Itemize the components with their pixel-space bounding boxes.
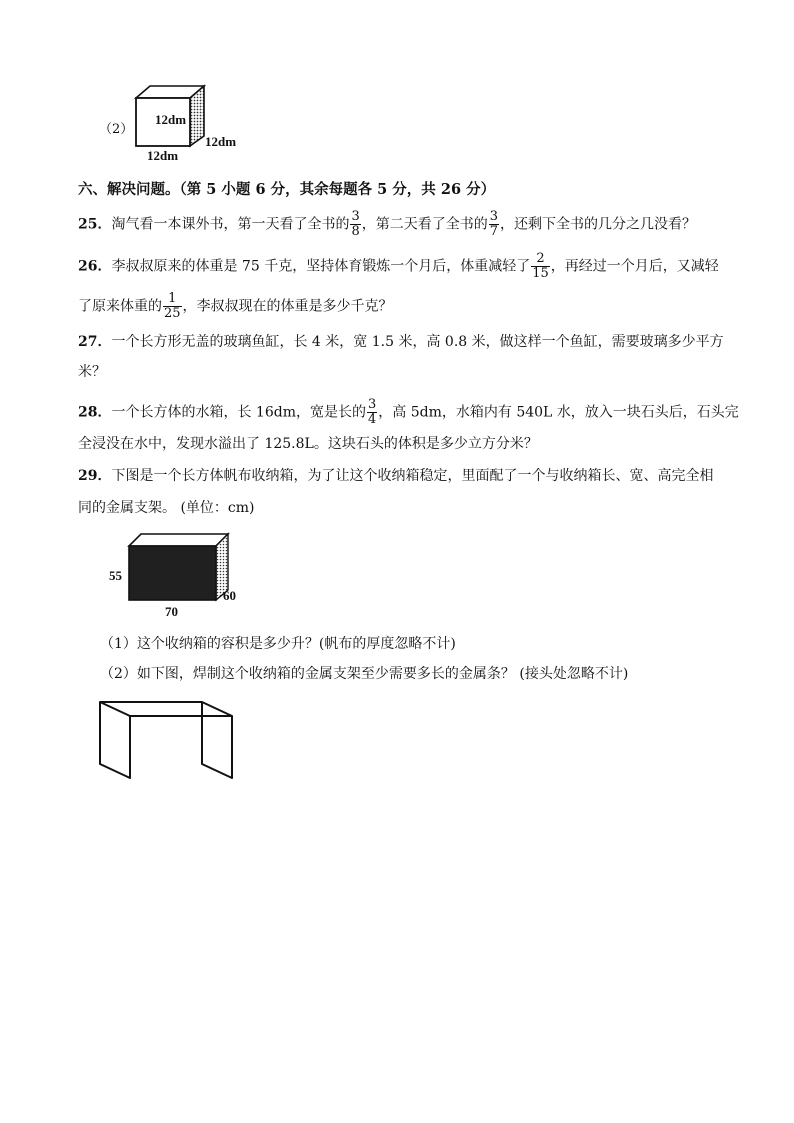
box-width-label: 60 [223, 588, 236, 603]
cube-figure [95, 78, 245, 163]
cube-figure-label: （2） [99, 122, 134, 137]
question-number: 25． [78, 216, 112, 233]
cube-bottom-dim: 12dm [147, 148, 179, 163]
question-number: 29． [78, 468, 112, 484]
storage-box-figure [105, 528, 255, 623]
box-height-label: 55 [109, 568, 122, 583]
metal-frame-drawing [94, 694, 239, 786]
fraction: $\frac{3}{8}$ [351, 209, 360, 239]
question-number: 27． [78, 334, 112, 350]
box-length-label: 70 [165, 604, 178, 619]
question-29-line2: 同的金属支架。 (单位：cm) [78, 500, 255, 516]
question-number: 28． [78, 404, 112, 421]
fraction: $\frac{1}{25}$ [164, 291, 181, 321]
section-heading: 六、解决问题。（第 5 小题 6 分，其余每题各 5 分，共 26 分） [78, 181, 496, 198]
question-25: 25．淘气看一本课外书，第一天看了全书的 $\frac{3}{8}$ ，第二天看了全书的 $\frac{3}{7}$ ，还剩下全书的几分之几没看？ [78, 209, 697, 239]
cube-top-dim: 12dm [155, 112, 187, 127]
fraction: $\frac{3}{4}$ [368, 397, 377, 427]
fraction: $\frac{3}{7}$ [489, 209, 499, 239]
question-29-sub2: （2）如下图，焊制这个收纳箱的金属支架至少需要多长的金属条？ (接头处忽略不计) [100, 666, 629, 682]
question-28: 28．一个长方体的水箱，长 16dm，宽是长的 $\frac{3}{4}$ ，高 5dm，水箱内有 540L 水，放入一块石头后，石头完 [78, 397, 739, 427]
question-26: 26．李叔叔原来的体重是 75 千克，坚持体育锻炼一个月后，体重减轻了 $\frac{2}{15}$ ，再经过一个月后，又减轻 [78, 251, 719, 281]
question-27-line2: 米？ [78, 364, 106, 380]
storage-box-drawing [120, 528, 235, 608]
question-26-line2: 了原来体重的 $\frac{1}{25}$ ，李叔叔现在的体重是多少千克？ [78, 291, 393, 321]
question-29: 29．下图是一个长方体帆布收纳箱，为了让这个收纳箱稳定，里面配了一个与收纳箱长、宽、高完全相 [78, 468, 714, 484]
question-28-line2: 全浸没在水中，发现水溢出了 125.8L。这块石头的体积是多少立方分米？ [78, 436, 538, 452]
cube-side-dim: 12dm [205, 134, 237, 149]
question-29-sub1: （1）这个收纳箱的容积是多少升？(帆布的厚度忽略不计) [100, 636, 456, 652]
question-27: 27．一个长方形无盖的玻璃鱼缸，长 4 米，宽 1.5 米，高 0.8 米，做这样一个鱼缸，需要玻璃多少平方 [78, 334, 724, 350]
question-number: 26． [78, 258, 112, 275]
fraction: $\frac{2}{15}$ [532, 251, 549, 281]
